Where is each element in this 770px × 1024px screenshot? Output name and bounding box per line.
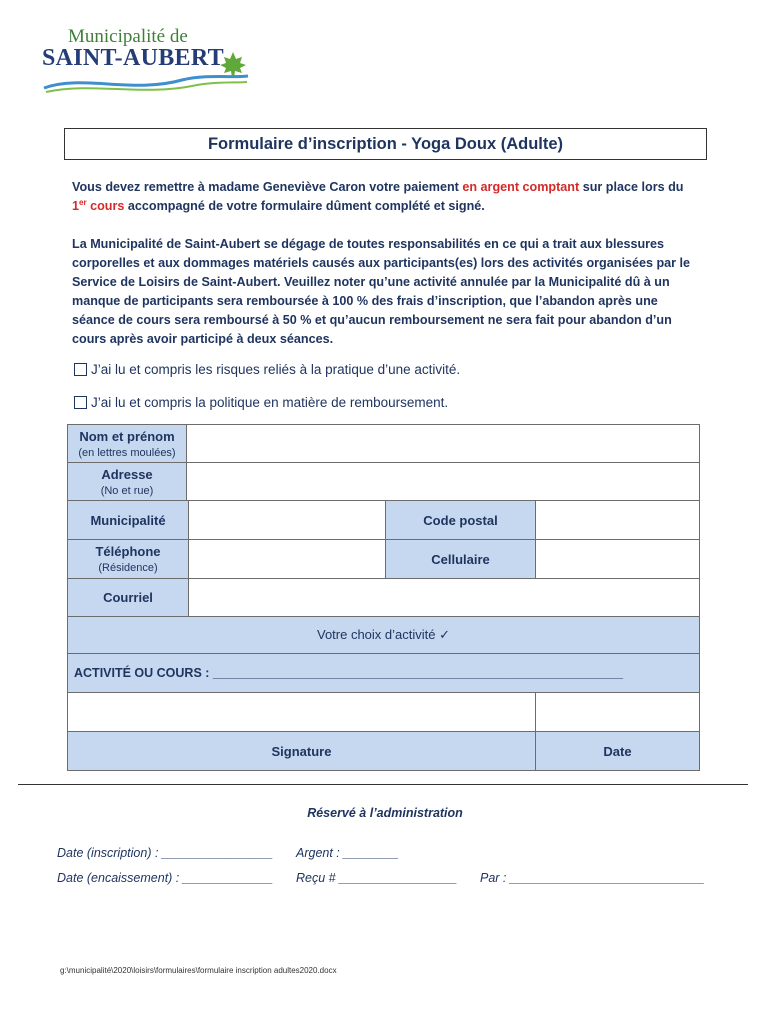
admin-argent: Argent : ________ — [296, 846, 399, 860]
name-label: Nom et prénom — [79, 428, 175, 444]
cell-label-cell — [385, 539, 536, 579]
disclaimer-paragraph: La Municipalité de Saint-Aubert se dégage de toutes responsabilités en ce qui a trait aux blessures corporelles et aux dommages matériels causés aux participants(es) lors des activités organisées par le Service de Loisirs de Saint-Aubert. Veuillez noter qu’une activité annulée par la Municipalité dû à un manque de participants sera remboursée à 100 % des frais d’inscription, que l’abandon après une séance de cours sera remboursé à 50 % et qu’aucun remboursement ne sera fait pour abandon d’un cours après avoir participé à deux séances. — [72, 237, 691, 346]
admin-separator — [18, 784, 748, 785]
address-sublabel: (No et rue) — [100, 484, 154, 497]
check-risks[interactable] — [74, 362, 460, 377]
admin-date-inscription: Date (inscription) : ________________ — [57, 846, 274, 860]
payment-instructions — [72, 178, 700, 216]
form-title: Formulaire d’inscription - Yoga Doux (Adulte) — [207, 134, 564, 153]
phone-label: Téléphone — [95, 544, 161, 559]
admin-par: Par : ____________________________ — [480, 871, 705, 885]
name-field[interactable] — [186, 424, 700, 463]
email-label-cell — [67, 578, 189, 617]
first-course-number: 1 — [72, 199, 80, 213]
signature-label-cell — [67, 731, 536, 771]
name-sublabel: (en lettres moulées) — [78, 446, 176, 459]
signature-label: Signature — [271, 743, 332, 759]
payment-text-1: Vous devez remettre à madame Geneviève Caron votre paiement — [72, 180, 463, 194]
footer-file-path: g:\municipalité\2020\loisirs\formulaires\formulaire inscription adultes2020.docx — [60, 966, 337, 975]
first-course-word: cours — [86, 199, 125, 213]
payment-highlight: en argent comptant — [462, 180, 580, 194]
activity-course-row[interactable] — [67, 653, 700, 693]
payment-text-2: sur place lors du — [579, 180, 684, 194]
phone-field[interactable] — [188, 539, 386, 579]
logo-line2: SAINT-AUBERT — [42, 45, 224, 71]
checkbox-risks[interactable] — [74, 363, 87, 376]
signature-field[interactable] — [67, 692, 536, 732]
cell-label: Cellulaire — [431, 551, 490, 567]
cell-field[interactable] — [535, 539, 700, 579]
postal-label: Code postal — [423, 512, 498, 528]
waves-icon — [42, 70, 252, 96]
check-refund-label: J’ai lu et compris la politique en matière de remboursement. — [91, 395, 449, 410]
address-field[interactable] — [186, 462, 700, 501]
admin-date-encaissement: Date (encaissement) : _____________ — [57, 871, 274, 885]
phone-label-cell — [67, 539, 189, 579]
checkbox-refund[interactable] — [74, 396, 87, 409]
municipality-label-cell — [67, 500, 189, 540]
municipality-field[interactable] — [188, 500, 386, 540]
address-label: Adresse — [101, 466, 153, 482]
admin-recu: Reçu # _________________ — [296, 871, 458, 885]
municipality-logo — [42, 26, 262, 96]
payment-text-3: accompagné de votre formulaire dûment complété et signé. — [124, 199, 485, 213]
first-course-sup: er — [79, 197, 87, 207]
activity-choice-header — [67, 616, 700, 654]
logo-line1: Municipalité de — [68, 26, 188, 47]
date-label: Date — [603, 743, 632, 759]
check-risks-label: J’ai lu et compris les risques reliés à la pratique d’une activité. — [91, 362, 461, 377]
check-refund[interactable] — [74, 395, 448, 410]
date-label-cell — [535, 731, 700, 771]
name-label-cell — [67, 424, 187, 463]
activity-choice-label: Votre choix d’activité ✓ — [316, 627, 450, 642]
postal-label-cell — [385, 500, 536, 540]
email-label: Courriel — [103, 590, 153, 605]
activity-course-label: ACTIVITÉ OU COURS : ___________________________________________________________ — [74, 666, 624, 680]
address-label-cell — [67, 462, 187, 501]
email-field[interactable] — [188, 578, 700, 617]
postal-field[interactable] — [535, 500, 700, 540]
first-course — [72, 199, 124, 213]
admin-reserved-title: Réservé à l’administration — [307, 806, 463, 820]
municipality-label: Municipalité — [90, 512, 166, 528]
phone-sublabel: (Résidence) — [98, 562, 158, 574]
date-field[interactable] — [535, 692, 700, 732]
form-title-box — [64, 128, 707, 160]
